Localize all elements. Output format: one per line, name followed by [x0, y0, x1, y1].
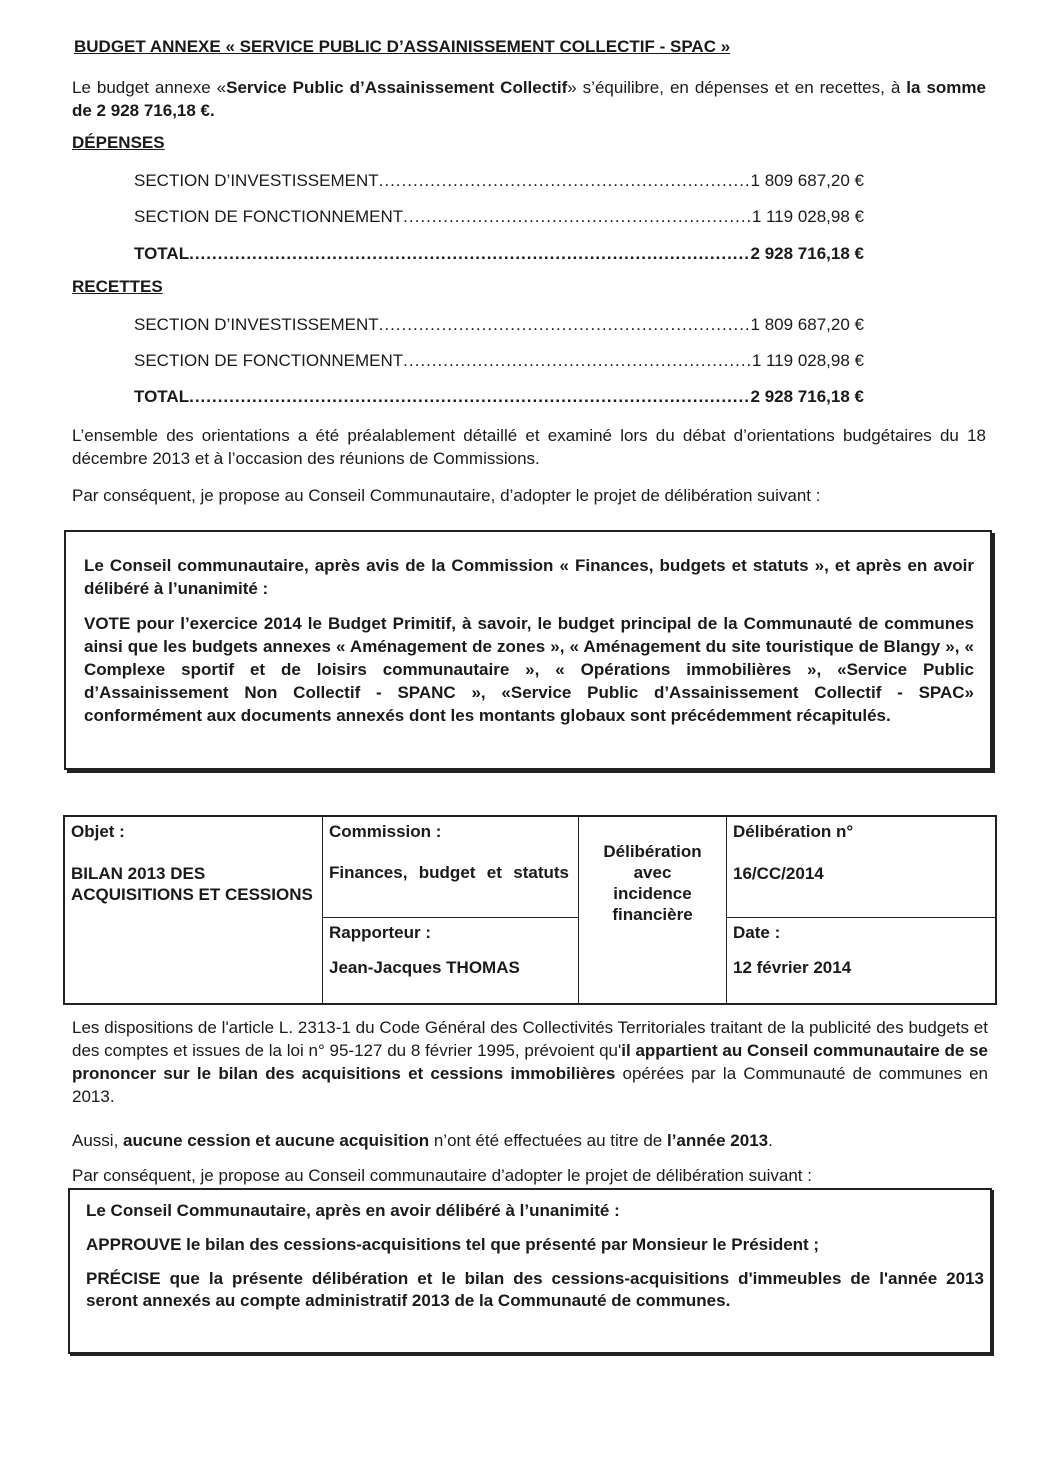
- box1-paragraph-2: VOTE pour l’exercice 2014 le Budget Primitif, à savoir, le budget principal de la Communauté de communes ainsi que les budgets annexes « Aménagement de zones », « Aménagement du site touristique de Blangy », « Complexe sportif et de loisirs communautaire », « Opérations immobilières », «Service Public d’Assainissement Non Collectif - SPANC », «Service Public d’Assainissement Collectif - SPAC» conformément aux documents annexés dont les montants globaux sont précédemment récapitulés.: [84, 614, 974, 725]
- recettes-row-investissement: SECTION D’INVESTISSEMENT ..... 1 809 687,20 €: [134, 315, 864, 335]
- commission-label: Commission :: [329, 822, 442, 841]
- box1-paragraph-1: Le Conseil communautaire, après avis de la Commission « Finances, budgets et statuts », et après en avoir délibéré à l’unanimité :: [84, 556, 974, 598]
- deliberation-number-cell: [727, 816, 997, 918]
- propose-paragraph-1: Par conséquent, je propose au Conseil Communautaire, d’adopter le projet de délibération suivant :: [72, 486, 821, 505]
- commission-value: Finances, budget et statuts: [329, 863, 569, 882]
- commission-cell: [323, 816, 579, 918]
- aussi-paragraph: Aussi, aucune cession et aucune acquisition n’ont été effectuées au titre de l’année 2013.: [72, 1131, 773, 1150]
- incidence-cell: [579, 816, 727, 1004]
- deliberation-number-label: Délibération n°: [733, 822, 854, 841]
- objet-cell: [64, 816, 323, 1004]
- deliberation-box-budget: [64, 530, 992, 770]
- depenses-heading: DÉPENSES: [72, 133, 165, 152]
- box2-paragraph-2: APPROUVE le bilan des cessions-acquisitions tel que présenté par Monsieur le Président ;: [86, 1235, 820, 1254]
- rapporteur-value: Jean-Jacques THOMAS: [329, 958, 520, 977]
- date-cell: [727, 918, 997, 1005]
- rapporteur-cell: [323, 918, 579, 1005]
- recettes-row-fonctionnement: SECTION DE FONCTIONNEMENT ..... 1 119 028,98 €: [134, 351, 864, 371]
- box2-paragraph-3: PRÉCISE que la présente délibération et le bilan des cessions-acquisitions d'immeubles de l'année 2013 seront annexés au compte administratif 2013 de la Communauté de communes.: [86, 1269, 984, 1310]
- objet-label: Objet :: [71, 822, 125, 841]
- deliberation-info-table: [63, 815, 997, 1005]
- rapporteur-label: Rapporteur :: [329, 923, 431, 942]
- recettes-heading: RECETTES: [72, 277, 163, 296]
- orientations-paragraph: L’ensemble des orientations a été préalablement détaillé et examiné lors du débat d’orientations budgétaires du 18 décembre 2013 et à l’occasion des réunions de Commissions.: [72, 426, 986, 468]
- date-value: 12 février 2014: [733, 958, 852, 977]
- depenses-row-investissement: SECTION D’INVESTISSEMENT ..... 1 809 687,20 €: [134, 171, 864, 191]
- propose-paragraph-2: Par conséquent, je propose au Conseil communautaire d’adopter le projet de délibération suivant :: [72, 1166, 812, 1185]
- box2-paragraph-1: Le Conseil Communautaire, après en avoir délibéré à l’unanimité :: [86, 1201, 620, 1220]
- deliberation-number-value: 16/CC/2014: [733, 864, 824, 883]
- recettes-row-total: TOTAL ..... 2 928 716,18 €: [134, 387, 864, 407]
- deliberation-box-bilan: [68, 1188, 992, 1354]
- budget-annexe-title: BUDGET ANNEXE « SERVICE PUBLIC D’ASSAINISSEMENT COLLECTIF - SPAC »: [74, 37, 731, 56]
- intro-paragraph: Le budget annexe «Service Public d’Assainissement Collectif» s’équilibre, en dépenses et en recettes, à la somme de 2 928 716,18 €.: [72, 78, 986, 120]
- depenses-row-fonctionnement: SECTION DE FONCTIONNEMENT ..... 1 119 028,98 €: [134, 207, 864, 227]
- date-label: Date :: [733, 923, 781, 942]
- depenses-row-total: TOTAL ..... 2 928 716,18 €: [134, 244, 864, 264]
- objet-value: BILAN 2013 DES ACQUISITIONS ET CESSIONS: [71, 864, 313, 904]
- dispositions-paragraph: Les dispositions de l'article L. 2313-1 du Code Général des Collectivités Territoriales traitant de la publicité des budgets et des comptes et issues de la loi n° 95-127 du 8 février 1995, prévoient qu'il appartient au Conseil communautaire de se prononcer sur le bilan des acquisitions et cessions immobilières opérées par la Communauté de communes en 2013.: [72, 1018, 988, 1106]
- incidence-text: Délibération avec incidence financière: [603, 842, 702, 924]
